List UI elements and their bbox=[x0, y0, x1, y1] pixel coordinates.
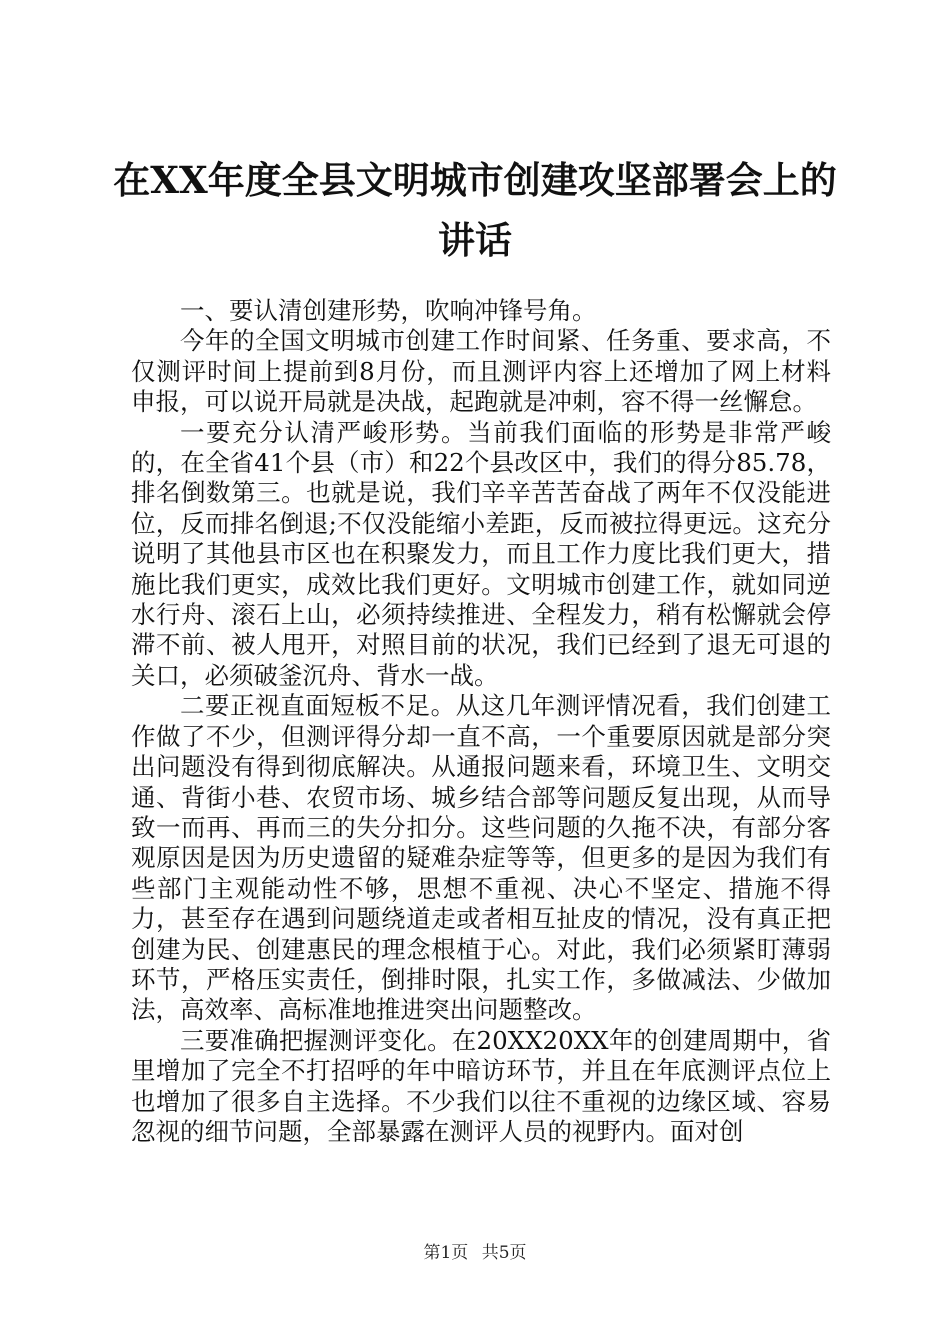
section-heading: 一、要认清创建形势，吹响冲锋号角。 bbox=[180, 296, 597, 325]
page-number: 第1页 bbox=[423, 1243, 469, 1263]
body-paragraph: 今年的全国文明城市创建工作时间紧、任务重、要求高，不仅测评时间上提前到8月份，而且测评内容上还增加了网上材料申报，可以说开局就是决战，起跑就是冲刺，容不得一丝懈怠。 bbox=[131, 326, 831, 417]
document-title: 在XX年度全县文明城市创建攻坚部署会上的讲话 bbox=[113, 158, 837, 262]
body-paragraph: 二要正视直面短板不足。从这几年测评情况看，我们创建工作做了不少，但测评得分却一直不高，一个重要原因就是部分突出问题没有得到彻底解决。从通报问题来看，环境卫生、文明交通、背街小巷、农贸市场、城乡结合部等问题反复出现，从而导致一而再、再而三的失分扣分。这些问题的久拖不决，有部分客观原因是因为历史遗留的疑难杂症等等，但更多的是因为我们有些部门主观能动性不够，思想不重视、决心不坚定、措施不得力，甚至存在遇到问题绕道走或者相互扯皮的情况，没有真正把创建为民、创建惠民的理念根植于心。对此，我们必须紧盯薄弱环节，严格压实责任，倒排时限，扎实工作，多做减法、少做加法，高效率、高标准地推进突出问题整改。 bbox=[131, 691, 831, 1025]
body-paragraph: 一要充分认清严峻形势。当前我们面临的形势是非常严峻的，在全省41个县（市）和22个县改区中，我们的得分85.78，排名倒数第三。也就是说，我们辛辛苦苦奋战了两年不仅没能进位，反而排名倒退;不仅没能缩小差距，反而被拉得更远。这充分说明了其他县市区也在积聚发力，而且工作力度比我们更大，措施比我们更实，成效比我们更好。文明城市创建工作，就如同逆水行舟、滚石上山，必须持续推进、全程发力，稍有松懈就会停滞不前、被人甩开，对照目前的状况，我们已经到了退无可退的关口，必须破釜沉舟、背水一战。 bbox=[131, 417, 831, 690]
document-body bbox=[131, 296, 831, 1147]
body-paragraph: 三要准确把握测评变化。在20XX20XX年的创建周期中，省里增加了完全不打招呼的年中暗访环节，并且在年底测评点位上也增加了很多自主选择。不少我们以往不重视的边缘区域、容易忽视的细节问题，全部暴露在测评人员的视野内。面对创 bbox=[131, 1025, 831, 1146]
page-total: 共5页 bbox=[481, 1243, 527, 1263]
page-footer bbox=[0, 1241, 950, 1265]
